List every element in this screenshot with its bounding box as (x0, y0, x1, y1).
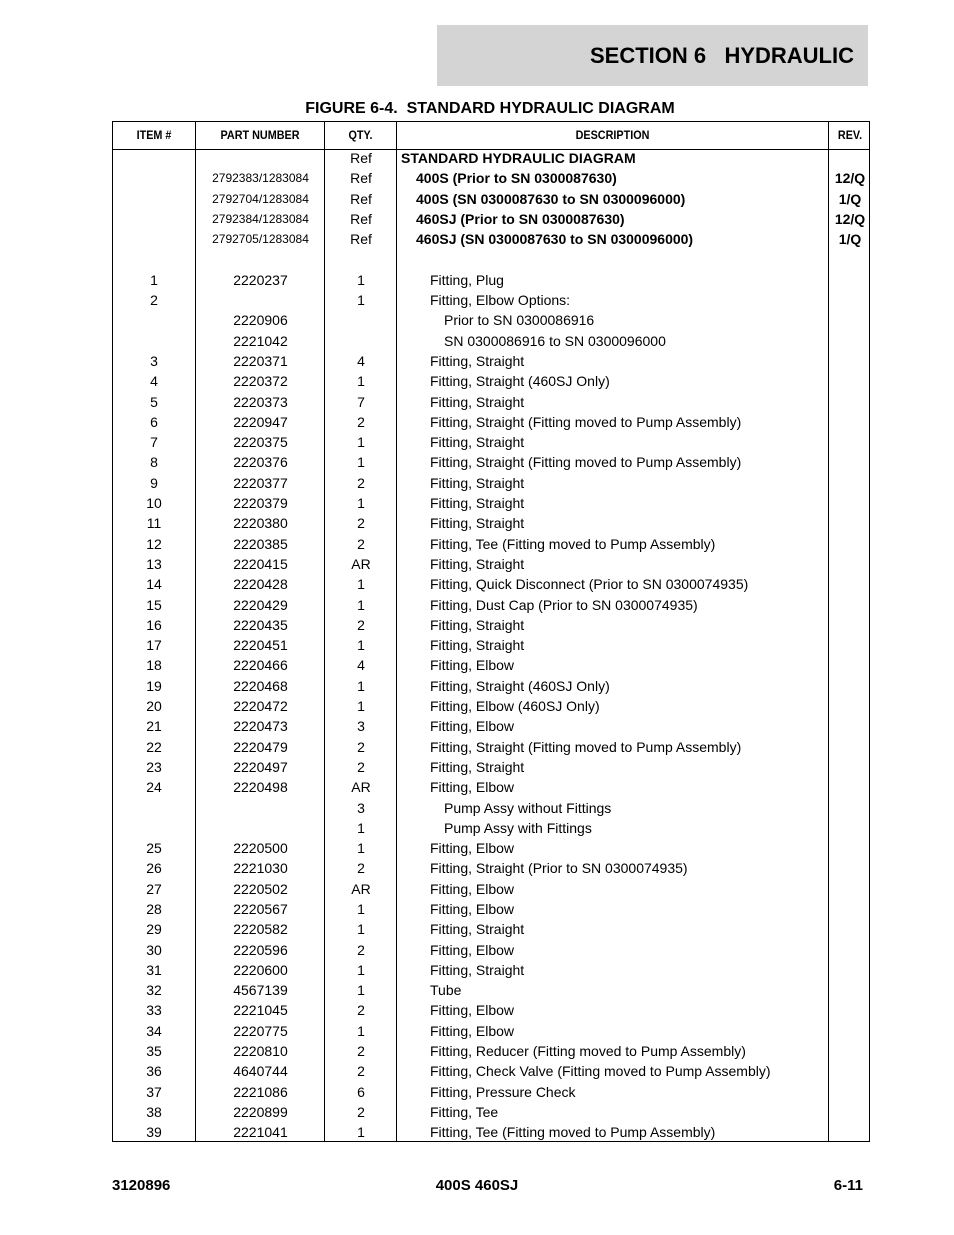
item-number: 37 (146, 1083, 162, 1100)
description: Fitting, Plug (430, 271, 504, 288)
description: Fitting, Tee (Fitting moved to Pump Assembly) (430, 535, 716, 552)
revision: 12/Q (834, 210, 866, 227)
table-row (113, 1041, 869, 1061)
quantity: 2 (357, 738, 365, 755)
quantity: 7 (357, 393, 365, 410)
item-number: 18 (146, 657, 162, 674)
table-row (113, 919, 869, 939)
table-row (113, 940, 869, 960)
column-header-qty: QTY. (348, 128, 373, 142)
description: Fitting, Straight (430, 474, 525, 491)
quantity: Ref (350, 231, 372, 248)
item-number: 35 (146, 1043, 162, 1060)
item-number: 2 (150, 292, 158, 309)
description: Fitting, Elbow (430, 657, 515, 674)
part-number: 2220906 (233, 312, 288, 329)
description: Fitting, Straight (Prior to SN 0300074935) (430, 860, 688, 877)
item-number: 24 (146, 779, 162, 796)
quantity: 1 (357, 495, 365, 512)
table-row (113, 798, 869, 818)
part-number: 2220371 (233, 352, 288, 369)
part-number: 2221045 (233, 1002, 288, 1019)
part-number: 4640744 (233, 1063, 288, 1080)
description: Fitting, Reducer (Fitting moved to Pump Assembly) (430, 1043, 746, 1060)
description: Fitting, Straight (430, 616, 525, 633)
part-number: 2220472 (233, 698, 288, 715)
table-row (113, 209, 869, 229)
part-number: 2792704/1283084 (212, 191, 309, 206)
part-number: 2220502 (233, 880, 288, 897)
part-number: 2220498 (233, 779, 288, 796)
part-number: 2792384/1283084 (212, 211, 309, 226)
table-row (113, 331, 869, 351)
quantity: Ref (350, 150, 372, 166)
part-number: 2220451 (233, 637, 288, 654)
table-row (113, 635, 869, 655)
item-number: 10 (146, 495, 162, 512)
part-number: 2220415 (233, 555, 288, 572)
table-body (113, 148, 869, 1143)
quantity: Ref (350, 210, 372, 227)
footer-model: 400S 460SJ (435, 1177, 519, 1194)
quantity: 1 (357, 921, 365, 938)
quantity: 1 (357, 961, 365, 978)
revision: 12/Q (834, 170, 866, 187)
quantity: 2 (357, 515, 365, 532)
description: Fitting, Elbow (430, 718, 515, 735)
part-number: 2220600 (233, 961, 288, 978)
table-row (113, 412, 869, 432)
quantity: 2 (357, 1043, 365, 1060)
part-number: 2221030 (233, 860, 288, 877)
item-number: 15 (146, 596, 162, 613)
description: Fitting, Straight (460SJ Only) (430, 373, 610, 390)
description: Fitting, Pressure Check (430, 1083, 576, 1100)
table-row (113, 371, 869, 391)
quantity: AR (351, 779, 371, 796)
quantity: 2 (357, 1002, 365, 1019)
table-row (113, 899, 869, 919)
table-row (113, 858, 869, 878)
description: Fitting, Straight (Fitting moved to Pump Assembly) (430, 454, 742, 471)
quantity: 1 (357, 454, 365, 471)
item-number: 27 (146, 880, 162, 897)
table-row (113, 189, 869, 209)
table-row (113, 716, 869, 736)
description: Fitting, Straight (430, 921, 525, 938)
description: Fitting, Quick Disconnect (Prior to SN 0300074935) (430, 576, 749, 593)
quantity: 1 (357, 1022, 365, 1039)
table-row (113, 270, 869, 290)
quantity: 1 (357, 677, 365, 694)
table-row (113, 473, 869, 493)
table-row (113, 574, 869, 594)
item-number: 11 (146, 515, 162, 532)
quantity: 1 (357, 292, 365, 309)
quantity: 2 (357, 758, 365, 775)
part-number: 2220479 (233, 738, 288, 755)
description: Fitting, Straight (430, 961, 525, 978)
table-row (113, 838, 869, 858)
quantity: 1 (357, 982, 365, 999)
table-row (113, 229, 869, 249)
part-number: 2220775 (233, 1022, 288, 1039)
column-header-part-number: PART NUMBER (220, 128, 300, 142)
quantity: 2 (357, 616, 365, 633)
description: Fitting, Straight (430, 555, 525, 572)
description: Fitting, Straight (Fitting moved to Pump Assembly) (430, 738, 742, 755)
item-number: 12 (146, 535, 162, 552)
quantity: 1 (357, 819, 365, 836)
item-number: 25 (146, 840, 162, 857)
footer-document-number: 3120896 (112, 1177, 171, 1194)
item-number: 1 (150, 271, 158, 288)
item-number: 5 (150, 393, 158, 410)
part-number: 2220376 (233, 454, 288, 471)
quantity: 2 (357, 474, 365, 491)
description: Fitting, Straight (460SJ Only) (430, 677, 610, 694)
description: Fitting, Elbow (430, 900, 515, 917)
part-number: 2792705/1283084 (212, 232, 309, 247)
column-header-item: ITEM # (136, 128, 172, 142)
table-row (113, 676, 869, 696)
table-row (113, 960, 869, 980)
description: Fitting, Elbow (430, 840, 515, 857)
part-number: 2220582 (233, 921, 288, 938)
table-row (113, 310, 869, 330)
quantity: 2 (357, 413, 365, 430)
description: Fitting, Straight (430, 637, 525, 654)
item-number: 29 (146, 921, 162, 938)
item-number: 4 (150, 373, 158, 390)
part-number: 2220237 (233, 271, 288, 288)
item-number: 33 (146, 1002, 162, 1019)
item-number: 17 (146, 637, 162, 654)
parts-table (112, 121, 870, 1142)
part-number: 2221041 (233, 1124, 288, 1141)
table-row (113, 493, 869, 513)
description: Fitting, Tee (430, 1103, 499, 1120)
description: Pump Assy with Fittings (444, 819, 592, 836)
description: Fitting, Check Valve (Fitting moved to Pump Assembly) (430, 1063, 771, 1080)
quantity: 3 (357, 718, 365, 735)
description: Fitting, Straight (430, 515, 525, 532)
part-number: 2220428 (233, 576, 288, 593)
description: Fitting, Elbow (430, 1002, 515, 1019)
quantity: 2 (357, 535, 365, 552)
quantity: AR (351, 880, 371, 897)
description: 400S (SN 0300087630 to SN 0300096000) (416, 190, 686, 207)
item-number: 30 (146, 941, 162, 958)
description: Fitting, Elbow (430, 880, 515, 897)
part-number: 2220380 (233, 515, 288, 532)
table-row (113, 168, 869, 188)
table-row (113, 737, 869, 757)
quantity: Ref (350, 190, 372, 207)
quantity: 1 (357, 698, 365, 715)
part-number: 2220899 (233, 1103, 288, 1120)
part-number: 2220385 (233, 535, 288, 552)
description: Tube (430, 982, 462, 999)
table-row (113, 615, 869, 635)
item-number: 6 (150, 413, 158, 430)
part-number: 4567139 (233, 982, 288, 999)
quantity: 1 (357, 576, 365, 593)
table-row (113, 595, 869, 615)
description: Fitting, Elbow (460SJ Only) (430, 698, 600, 715)
table-row (113, 392, 869, 412)
item-number: 19 (146, 677, 162, 694)
table-row (113, 351, 869, 371)
description: Fitting, Elbow (430, 779, 515, 796)
table-row (113, 757, 869, 777)
quantity: AR (351, 555, 371, 572)
description: Fitting, Straight (430, 434, 525, 451)
quantity: 1 (357, 637, 365, 654)
table-row (113, 1082, 869, 1102)
table-row (113, 1122, 869, 1142)
quantity: 2 (357, 860, 365, 877)
part-number: 2220435 (233, 616, 288, 633)
item-number: 8 (150, 454, 158, 471)
section-header (437, 25, 868, 86)
item-number: 21 (146, 718, 162, 735)
item-number: 9 (150, 474, 158, 491)
item-number: 3 (150, 352, 158, 369)
part-number: 2220596 (233, 941, 288, 958)
quantity: 3 (357, 799, 365, 816)
item-number: 13 (146, 555, 162, 572)
quantity: 1 (357, 900, 365, 917)
quantity: 1 (357, 596, 365, 613)
description: SN 0300086916 to SN 0300096000 (444, 332, 666, 349)
description: Fitting, Elbow Options: (430, 292, 571, 309)
part-number: 2221086 (233, 1083, 288, 1100)
item-number: 28 (146, 900, 162, 917)
section-title: SECTION 6 HYDRAULIC (589, 42, 854, 68)
item-number: 38 (146, 1103, 162, 1120)
column-header-rev: REV. (837, 128, 863, 142)
quantity: 2 (357, 1063, 365, 1080)
description: Fitting, Dust Cap (Prior to SN 0300074935) (430, 596, 698, 613)
table-row (113, 818, 869, 838)
description: Fitting, Tee (Fitting moved to Pump Assembly) (430, 1124, 716, 1141)
quantity: 2 (357, 1103, 365, 1120)
item-number: 31 (146, 961, 162, 978)
part-number: 2220375 (233, 434, 288, 451)
part-number: 2220500 (233, 840, 288, 857)
table-row (113, 249, 869, 269)
description: Fitting, Elbow (430, 1022, 515, 1039)
column-header-description: DESCRIPTION (575, 128, 650, 142)
description: Fitting, Straight (430, 352, 525, 369)
part-number: 2221042 (233, 332, 288, 349)
quantity: 1 (357, 434, 365, 451)
quantity: 2 (357, 941, 365, 958)
quantity: Ref (350, 170, 372, 187)
table-row (113, 1102, 869, 1122)
quantity: 1 (357, 271, 365, 288)
revision: 1/Q (838, 190, 862, 207)
table-row (113, 452, 869, 472)
part-number: 2220372 (233, 373, 288, 390)
item-number: 7 (150, 434, 158, 451)
quantity: 1 (357, 1124, 365, 1141)
quantity: 4 (357, 657, 365, 674)
part-number: 2220466 (233, 657, 288, 674)
part-number: 2220947 (233, 413, 288, 430)
item-number: 20 (146, 698, 162, 715)
quantity: 1 (357, 373, 365, 390)
part-number: 2220473 (233, 718, 288, 735)
description: 400S (Prior to SN 0300087630) (416, 170, 617, 187)
table-row (113, 777, 869, 797)
description: Pump Assy without Fittings (444, 799, 612, 816)
table-row (113, 1021, 869, 1041)
item-number: 26 (146, 860, 162, 877)
table-row (113, 432, 869, 452)
part-number: 2220373 (233, 393, 288, 410)
item-number: 34 (146, 1022, 162, 1039)
revision: 1/Q (838, 231, 862, 248)
item-number: 14 (146, 576, 162, 593)
description: STANDARD HYDRAULIC DIAGRAM (401, 150, 636, 166)
description: Fitting, Straight (Fitting moved to Pump Assembly) (430, 413, 742, 430)
table-row (113, 148, 869, 168)
part-number: 2220497 (233, 758, 288, 775)
quantity: 4 (357, 352, 365, 369)
description: Fitting, Straight (430, 495, 525, 512)
table-row (113, 879, 869, 899)
table-row (113, 534, 869, 554)
description: 460SJ (SN 0300087630 to SN 0300096000) (416, 231, 694, 248)
part-number: 2220810 (233, 1043, 288, 1060)
part-number: 2220429 (233, 596, 288, 613)
footer-page-number: 6-11 (833, 1177, 863, 1194)
description: Fitting, Elbow (430, 941, 515, 958)
item-number: 36 (146, 1063, 162, 1080)
part-number: 2220379 (233, 495, 288, 512)
part-number: 2220468 (233, 677, 288, 694)
table-row (113, 1000, 869, 1020)
part-number: 2220567 (233, 900, 288, 917)
figure-title: FIGURE 6-4. STANDARD HYDRAULIC DIAGRAM (305, 100, 675, 117)
item-number: 16 (146, 616, 162, 633)
table-row (113, 980, 869, 1000)
description: Fitting, Straight (430, 393, 525, 410)
quantity: 6 (357, 1083, 365, 1100)
item-number: 39 (146, 1124, 162, 1141)
table-row (113, 554, 869, 574)
part-number: 2792383/1283084 (212, 171, 309, 186)
table-row (113, 655, 869, 675)
item-number: 32 (146, 982, 162, 999)
quantity: 1 (357, 840, 365, 857)
table-row (113, 290, 869, 310)
table-row (113, 696, 869, 716)
description: Prior to SN 0300086916 (444, 312, 595, 329)
table-row (113, 513, 869, 533)
part-number: 2220377 (233, 474, 288, 491)
description: Fitting, Straight (430, 758, 525, 775)
description: 460SJ (Prior to SN 0300087630) (416, 210, 625, 227)
item-number: 23 (146, 758, 162, 775)
table-row (113, 1061, 869, 1081)
item-number: 22 (146, 738, 162, 755)
